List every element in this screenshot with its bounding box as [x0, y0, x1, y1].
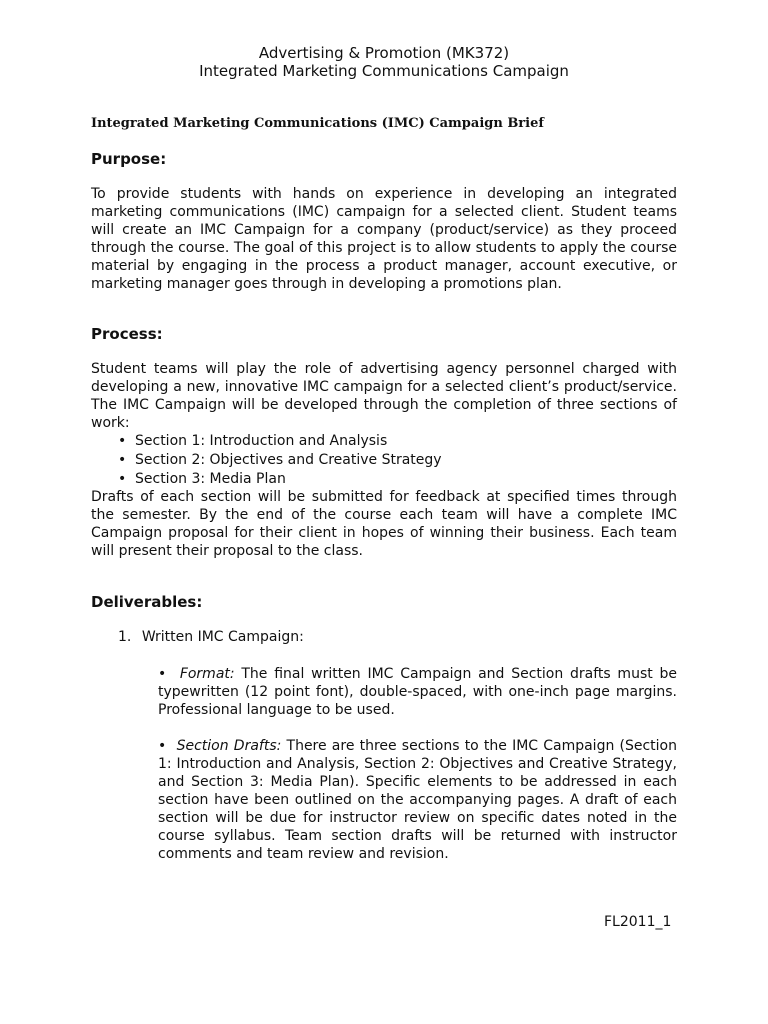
brief-title: Integrated Marketing Communications (IMC) Campaign Brief — [91, 116, 544, 131]
format-label: Format: — [179, 666, 235, 682]
page-footer-code: FL2011_1 — [604, 914, 672, 930]
course-title: Advertising & Promotion (MK372) — [258, 44, 510, 62]
deliverable-item-written — [118, 628, 304, 646]
list-item-label: Section 2: Objectives and Creative Strategy — [135, 452, 442, 468]
list-item — [118, 432, 442, 451]
format-text: The final written IMC Campaign and Section drafts must be typewritten (12 point font), double-spaced, with one-inch page margins. Professional language to be used. — [158, 666, 677, 718]
list-item-label: Section 3: Media Plan — [135, 471, 286, 487]
section-list — [118, 432, 442, 489]
drafts-paragraph — [158, 737, 677, 863]
item-label: Written IMC Campaign: — [141, 629, 304, 645]
bullet-icon: • — [158, 738, 167, 754]
drafts-label: Section Drafts: — [176, 738, 282, 754]
document-title: Integrated Marketing Communications Campaign — [199, 62, 569, 80]
list-item — [118, 451, 442, 470]
process-intro: Student teams will play the role of advertising agency personnel charged with developing a new, innovative IMC campaign for a selected client’s product/service. The IMC Campaign will be developed through the completion of three sections of work: — [91, 361, 677, 431]
bullet-icon: • — [118, 433, 127, 449]
list-item — [118, 470, 442, 489]
process-outro: Drafts of each section will be submitted for feedback at specified times through the semester. By the end of the course each team will have a complete IMC Campaign proposal for their client in hopes of winning their business. Each team will present their proposal to the class. — [91, 489, 677, 559]
purpose-heading: Purpose: — [91, 150, 167, 168]
purpose-paragraph: To provide students with hands on experience in developing an integrated marketing communications (IMC) campaign for a selected client. Student teams will create an IMC Campaign for a company (product/service) as they proceed through the course. The goal of this project is to allow students to apply the course material by engaging in the process a product manager, account executive, or marketing manager goes through in developing a promotions plan. — [91, 186, 677, 292]
item-number: 1. — [118, 629, 132, 645]
document-header — [0, 44, 768, 80]
format-paragraph — [158, 665, 677, 719]
drafts-text: There are three sections to the IMC Campaign (Section 1: Introduction and Analysis, Section 2: Objectives and Creative Strategy, and Section 3: Media Plan). Specific elements to be addressed in each section have been outlined on the accompanying pages. A draft of each section will be due for instructor review on specific dates noted in the course syllabus. Team section drafts will be returned with instructor comments and team review and revision. — [158, 738, 677, 862]
deliverables-heading: Deliverables: — [91, 593, 203, 611]
bullet-icon: • — [118, 452, 127, 468]
process-heading: Process: — [91, 325, 163, 343]
list-item-label: Section 1: Introduction and Analysis — [135, 433, 388, 449]
bullet-icon: • — [118, 471, 127, 487]
bullet-icon: • — [158, 666, 167, 682]
